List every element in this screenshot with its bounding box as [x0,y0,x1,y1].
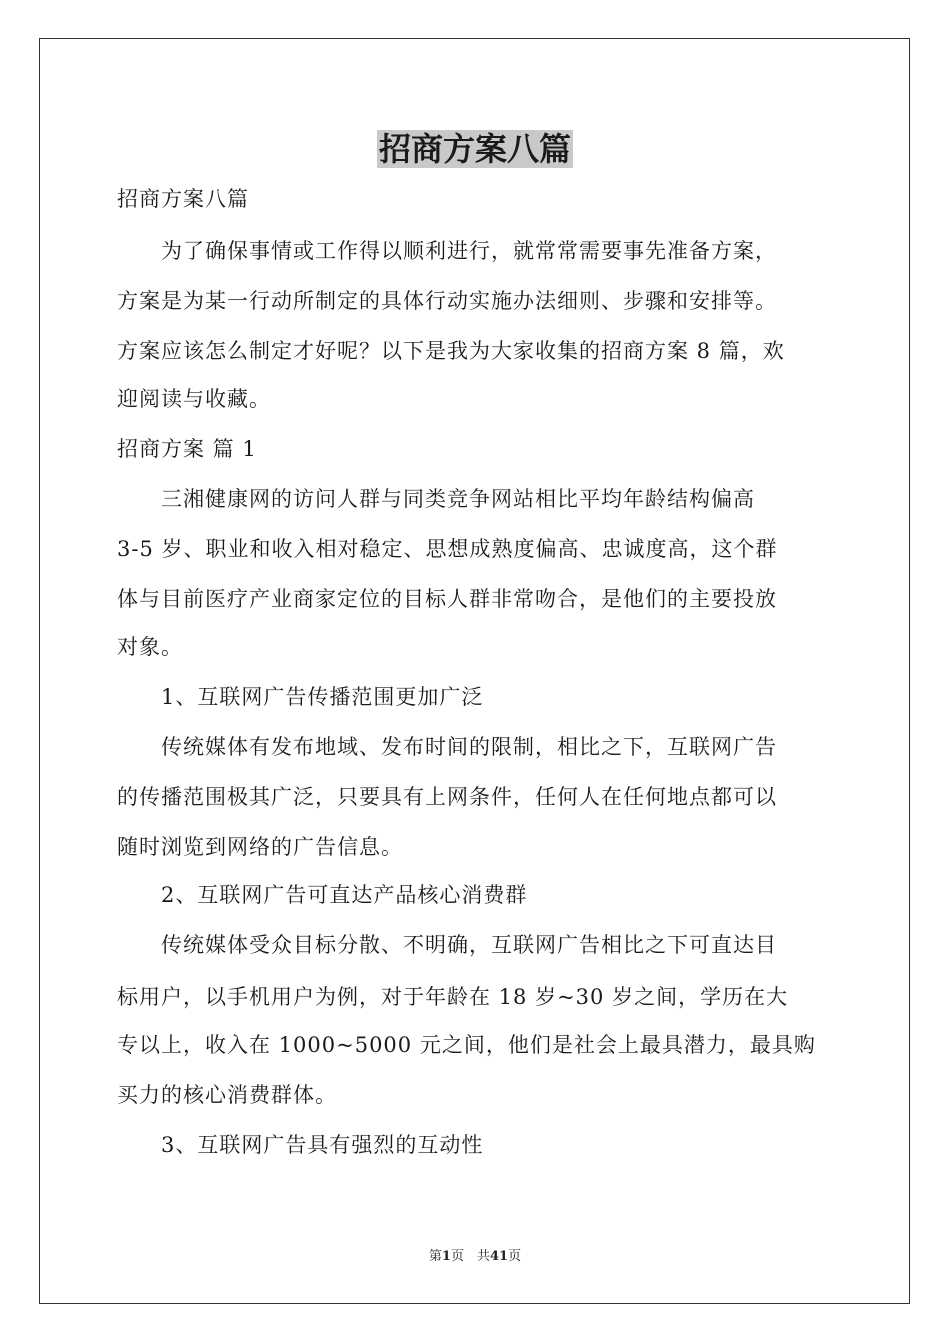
body-line: 对象。 [117,635,183,659]
body-line: 专以上，收入在 1000~5000 元之间，他们是社会上最具潜力，最具购 [117,1033,816,1057]
footer-mid: 页 共 [450,1249,490,1264]
page-number: 1 [441,1249,451,1264]
body-line: 方案是为某一行动所制定的具体行动实施办法细则、步骤和安排等。 [117,289,777,313]
document-title [0,126,950,172]
body-line: 2、互联网广告可直达产品核心消费群 [117,883,528,907]
body-line: 1、互联网广告传播范围更加广泛 [117,685,484,709]
body-line: 3、互联网广告具有强烈的互动性 [117,1133,484,1157]
body-line: 传统媒体有发布地域、发布时间的限制，相比之下，互联网广告 [117,735,777,759]
body-line: 招商方案 篇 1 [117,437,257,461]
body-line: 方案应该怎么制定才好呢？以下是我为大家收集的招商方案 8 篇，欢 [117,339,785,363]
body-line: 随时浏览到网络的广告信息。 [117,835,403,859]
body-line: 为了确保事情或工作得以顺利进行，就常常需要事先准备方案， [117,239,777,263]
page-footer [0,1247,950,1267]
document-title-text: 招商方案八篇 [378,130,571,168]
total-pages: 41 [489,1249,509,1264]
body-line: 三湘健康网的访问人群与同类竞争网站相比平均年龄结构偏高 [117,487,755,511]
body-line: 标用户，以手机用户为例，对于年龄在 18 岁~30 岁之间，学历在大 [117,985,789,1009]
body-line: 招商方案八篇 [117,187,249,211]
body-line: 买力的核心消费群体。 [117,1083,337,1107]
body-line: 3-5 岁、职业和收入相对稳定、思想成熟度偏高、忠诚度高，这个群 [117,537,778,561]
body-line: 的传播范围极其广泛，只要具有上网条件，任何人在任何地点都可以 [117,785,777,809]
body-line: 传统媒体受众目标分散、不明确，互联网广告相比之下可直达目 [117,933,777,957]
body-line: 体与目前医疗产业商家定位的目标人群非常吻合，是他们的主要投放 [117,587,777,611]
footer-prefix: 第 [428,1249,442,1264]
body-line: 迎阅读与收藏。 [117,387,271,411]
footer-suffix: 页 [508,1249,522,1264]
